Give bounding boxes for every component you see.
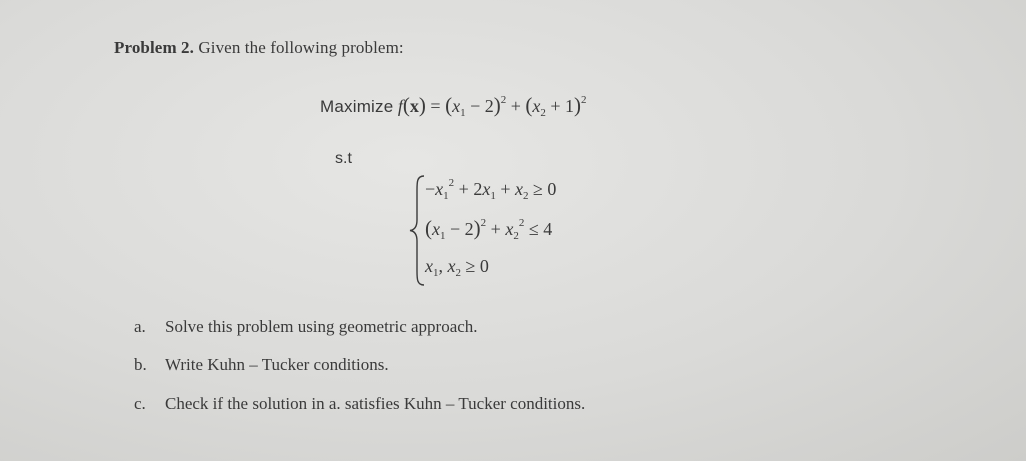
item-text: Write Kuhn – Tucker conditions. (165, 355, 389, 374)
problem-intro: Given the following problem: (198, 38, 404, 57)
constraint-3: $x_1$, $x_2 \ge 0$ (425, 256, 489, 279)
constraint-1: $-x_1^2 + 2x_1 + x_2 \ge 0$ (425, 177, 557, 202)
maximize-keyword: Maximize (320, 97, 394, 116)
item-text: Check if the solution in a. satisfies Kuhn – Tucker conditions. (165, 394, 586, 413)
item-label: a. (134, 317, 146, 336)
objective-function (320, 93, 587, 119)
list-item (134, 394, 585, 414)
objective-expression: $f(x) = (x_1 - 2)^2 + (x_2 + 1)^2$ (397, 93, 587, 119)
list-item (134, 317, 478, 337)
constraint-2: $(x_1 - 2)^2 + x_2^2 \le 4$ (425, 216, 553, 242)
problem-heading (114, 38, 404, 58)
problem-label: Problem 2. (114, 38, 195, 57)
item-text: Solve this problem using geometric approach. (165, 317, 478, 336)
list-item (134, 355, 389, 375)
item-label: c. (134, 394, 146, 413)
item-label: b. (134, 355, 147, 374)
subject-to-label: s.t (335, 150, 352, 167)
